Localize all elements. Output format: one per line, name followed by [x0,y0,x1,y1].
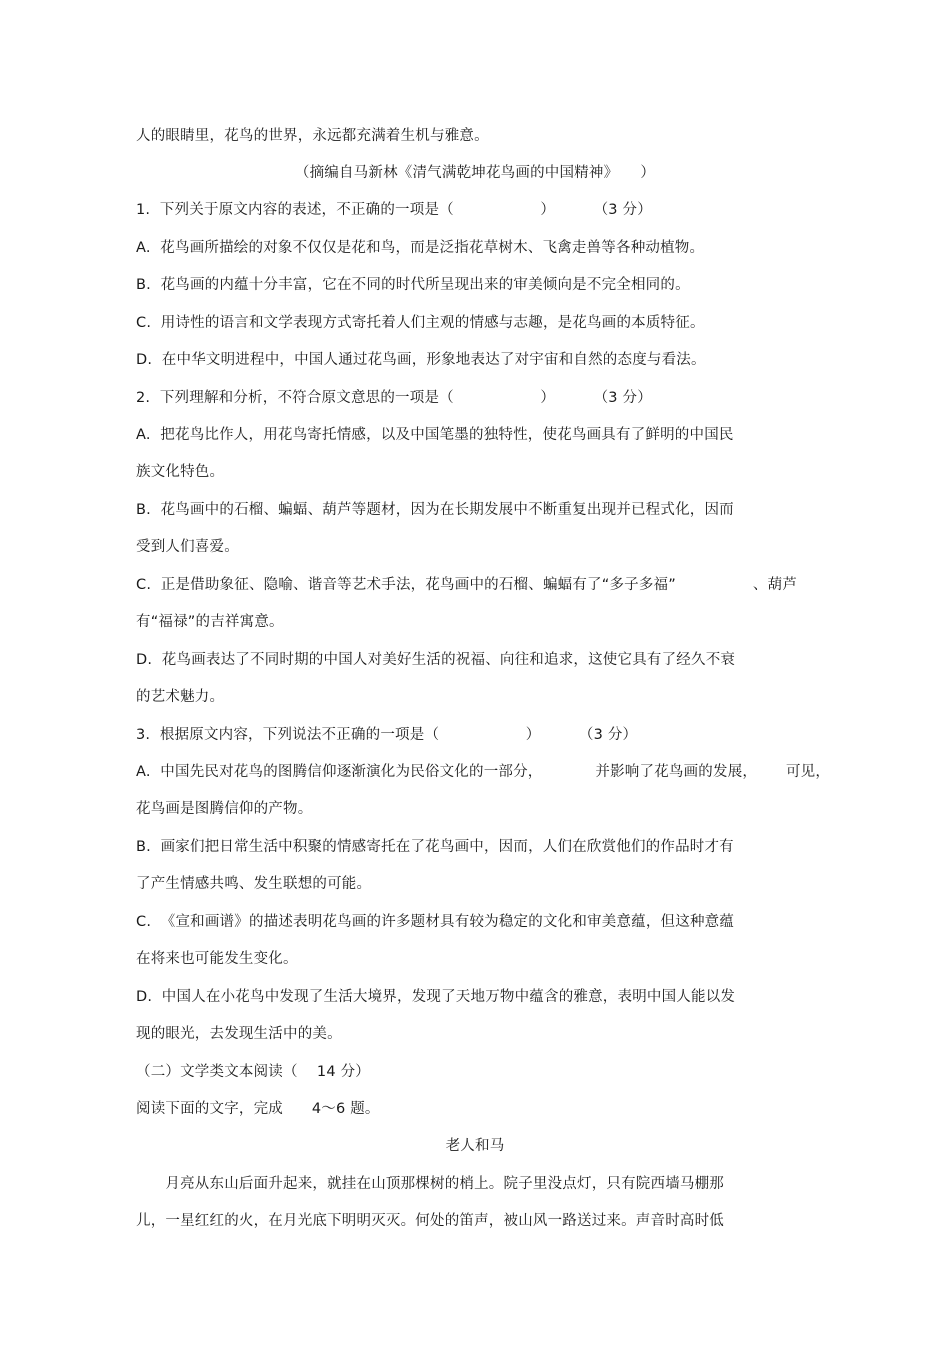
q2-option-b-cont: 受到人们喜爱。 [136,539,239,555]
text-line: 人的眼睛里，花鸟的世界，永远都充满着生机与雅意。 [136,128,489,144]
q2-option-a-cont: 族文化特色。 [136,464,225,480]
q2-option-c-cont: 有“福禄”的吉祥寓意。 [136,614,284,630]
q3-option-b: B. 画家们把日常生活中积聚的情感寄托在了花鸟画中，因而，人们在欣赏他们的作品时才有 [136,839,734,855]
q3-option-b-cont: 了产生情感共鸣、发生联想的可能。 [136,876,372,892]
q1-option-b: B. 花鸟画的内蕴十分丰富，它在不同的时代所呈现出来的审美倾向是不完全相同的。 [136,277,690,293]
source-citation: （摘编自马新林《清气满乾坤花鸟画的中国精神》 ） [294,165,656,181]
q2-option-a: A. 把花鸟比作人，用花鸟寄托情感，以及中国笔墨的独特性，使花鸟画具有了鲜明的中国民 [136,427,734,443]
q3-option-a: A. 中国先民对花鸟的图腾信仰逐渐演化为民俗文化的一部分， 并影响了花鸟画的发展， 可见， [136,764,831,780]
q1-option-c: C. 用诗性的语言和文学表现方式寄托着人们主观的情感与志趣，是花鸟画的本质特征。 [136,315,705,331]
question-3: 3. 根据原文内容，下列说法不正确的一项是（ ） （3 分） [136,727,638,743]
q2-option-c: C. 正是借助象征、隐喻、谐音等艺术手法，花鸟画中的石榴、蝙蝠有了“多子多福” 、葫芦 [136,577,798,593]
q3-option-d-cont: 现的眼光，去发现生活中的美。 [136,1026,342,1042]
q2-option-b: B. 花鸟画中的石榴、蝙蝠、葫芦等题材，因为在长期发展中不断重复出现并已程式化，因而 [136,502,734,518]
q2-option-d: D. 花鸟画表达了不同时期的中国人对美好生活的祝福、向往和追求，这使它具有了经久不衰 [136,652,736,668]
story-paragraph-line: 月亮从东山后面升起来，就挂在山顶那棵树的梢上。院子里没点灯，只有院西墙马棚那 [136,1176,724,1192]
reading-instruction: 阅读下面的文字，完成 4～6 题。 [136,1101,380,1117]
q3-option-d: D. 中国人在小花鸟中发现了生活大境界，发现了天地万物中蕴含的雅意，表明中国人能以发 [136,989,736,1005]
story-paragraph-line: 儿，一星红红的火，在月光底下明明灭灭。何处的笛声，被山风一路送过来。声音时高时低 [136,1213,724,1229]
q3-option-a-cont: 花鸟画是图腾信仰的产物。 [136,801,313,817]
q2-option-d-cont: 的艺术魅力。 [136,689,225,705]
q1-option-d: D. 在中华文明进程中，中国人通过花鸟画，形象地表达了对宇宙和自然的态度与看法。 [136,352,706,368]
question-1: 1. 下列关于原文内容的表述，不正确的一项是（ ） （3 分） [136,202,652,218]
q3-option-c-cont: 在将来也可能发生变化。 [136,951,298,967]
section-heading: （二）文学类文本阅读（ 14 分） [136,1064,370,1080]
q3-option-c: C. 《宣和画谱》的描述表明花鸟画的许多题材具有较为稳定的文化和审美意蕴，但这种意蕴 [136,914,735,930]
question-2: 2. 下列理解和分析，不符合原文意思的一项是（ ） （3 分） [136,390,652,406]
story-title: 老人和马 [445,1138,505,1154]
q1-option-a: A. 花鸟画所描绘的对象不仅仅是花和鸟，而是泛指花草树木、飞禽走兽等各种动植物。 [136,240,705,256]
